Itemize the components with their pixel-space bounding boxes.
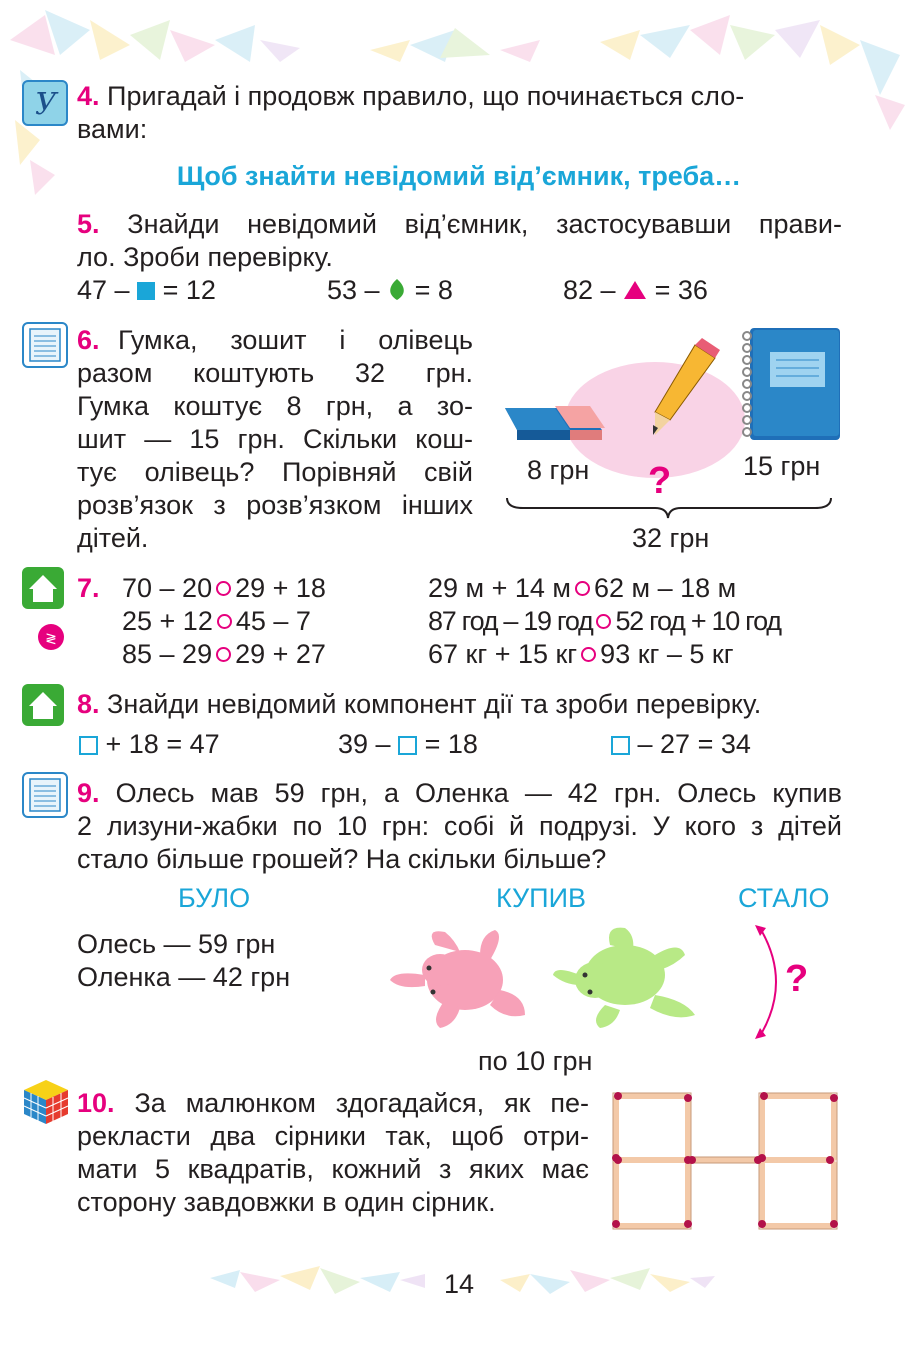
column-header-bought: КУПИВ — [496, 883, 587, 913]
blue-square-icon — [137, 282, 155, 300]
compare-circle[interactable] — [216, 647, 231, 662]
task-4-text: Пригадай і продовж правило, що починається сло- — [107, 81, 745, 111]
svg-text:У: У — [35, 87, 57, 122]
expr: 62 м – 18 м — [593, 573, 737, 603]
task-5-line2: ло. Зроби перевірку. — [77, 242, 333, 272]
task-4-line1 — [77, 80, 842, 113]
eq-text: = 18 — [424, 729, 478, 759]
expr: 45 – 7 — [235, 606, 311, 636]
eraser-price: 8 грн — [527, 455, 590, 485]
task-6-line-1: Гумка, зошит і олівець — [118, 325, 473, 355]
task-10-number: 10. — [77, 1088, 115, 1118]
task-5-number: 5. — [77, 209, 100, 239]
expr: 93 кг – 5 кг — [600, 639, 734, 669]
task-9-line-2: 2 лизуни-жабки по 10 грн: собі й подрузі. У кого з дітей — [77, 811, 842, 841]
compare-circle[interactable] — [216, 581, 231, 596]
expr: 85 – 29 — [122, 639, 213, 669]
eq1-left: 47 – — [77, 275, 130, 305]
task-6-line-2: разом коштують 32 грн. — [77, 358, 473, 388]
notebook-price: 15 грн — [743, 451, 821, 481]
eq2-right: = 8 — [414, 275, 453, 305]
oles-money: Олесь — 59 грн — [77, 929, 276, 959]
expr: 67 кг + 15 кг — [428, 639, 578, 669]
matchstick-puzzle — [608, 1088, 848, 1238]
eq3-left: 82 – — [563, 275, 616, 305]
task-7-number-label: 7. — [77, 573, 100, 603]
svg-text:≷: ≷ — [45, 631, 57, 647]
pencil-price-question: ? — [648, 460, 672, 502]
task-5-equation-1 — [77, 274, 216, 307]
task-4-rule: Щоб знайти невідомий від’ємник, треба… — [176, 161, 742, 191]
task-9-line-1 — [77, 777, 842, 810]
green-leaf-icon — [387, 278, 407, 302]
expr: 70 – 20 — [122, 573, 213, 603]
task-5-equation-2 — [327, 274, 453, 307]
home-task-icon — [22, 684, 64, 726]
green-frog-icon — [553, 928, 695, 1028]
task-10-line-1 — [77, 1087, 589, 1120]
task-8-equation-2 — [338, 728, 478, 761]
task-6-line-6: розв’язок з розв’язком інших — [77, 490, 473, 520]
task-5-line1 — [77, 208, 842, 241]
notebook-task-icon — [22, 322, 68, 368]
eq1-right: = 12 — [162, 275, 216, 305]
pink-triangle-icon — [623, 280, 647, 300]
task-7-left-row-3 — [122, 638, 326, 671]
task-10-line-4: сторону завдовжки в один сірник. — [77, 1187, 496, 1217]
task-6-line-3: Гумка коштує 8 грн, а зо- — [77, 391, 473, 421]
mental-math-icon — [36, 622, 66, 652]
expr: 25 + 12 — [122, 606, 213, 636]
task-10-line-2: рекласти два сірники так, щоб отри- — [77, 1121, 589, 1151]
task-4-number: 4. — [77, 81, 100, 111]
compare-circle[interactable] — [596, 614, 611, 629]
task-9-text: Олесь мав 59 грн, а Оленка — 42 грн. Олесь купив — [115, 778, 842, 808]
compare-circle[interactable] — [581, 647, 596, 662]
compare-circle[interactable] — [575, 581, 590, 596]
olenka-money: Оленка — 42 грн — [77, 962, 291, 992]
expr: 29 м + 14 м — [428, 573, 571, 603]
task-8-number: 8. — [77, 689, 100, 719]
answer-box[interactable] — [79, 736, 98, 755]
task-7-right-row-3 — [428, 638, 734, 671]
expr: 87 год – 19 год — [428, 606, 593, 636]
task-6-line-4: шит — 15 грн. Скільки кош- — [77, 424, 473, 454]
eq-text: – 27 = 34 — [637, 729, 751, 759]
answer-box[interactable] — [611, 736, 630, 755]
task-10-line-3: мати 5 квадратів, кожний з яких має — [77, 1154, 589, 1184]
handwriting-task-icon — [22, 80, 68, 126]
answer-box[interactable] — [398, 736, 417, 755]
eq2-left: 53 – — [327, 275, 380, 305]
expr: 52 год + 10 год — [615, 606, 781, 636]
rubiks-cube-icon — [22, 1078, 70, 1126]
eq3-right: = 36 — [654, 275, 708, 305]
task-6-number — [77, 324, 100, 357]
compare-circle[interactable] — [217, 614, 232, 629]
task-7-right-row-2 — [428, 605, 781, 638]
notebook-task-icon — [22, 772, 68, 818]
task-6-illustration — [495, 320, 855, 520]
column-header-was: БУЛО — [178, 883, 251, 913]
task-8-equation-3 — [611, 728, 751, 761]
task-5-equation-3 — [563, 274, 708, 307]
task-7-left-row-2 — [122, 605, 311, 638]
eq-text: + 18 = 47 — [105, 729, 220, 759]
task-4-line2: вами: — [77, 114, 148, 144]
eq-text: 39 – — [338, 729, 391, 759]
task-6-line-7: дітей. — [77, 523, 149, 553]
column-header-became: СТАЛО — [738, 883, 830, 913]
frog-toys — [385, 920, 705, 1040]
became-question: ? — [785, 958, 809, 1000]
task-6-line-5: тує олівець? Порівняй свій — [77, 457, 473, 487]
task-8-text: Знайди невідомий компонент дії та зроби перевірку. — [107, 689, 762, 719]
notebook-icon — [743, 328, 840, 440]
page-number: 14 — [443, 1269, 475, 1299]
task-7-number — [77, 572, 100, 605]
pink-frog-icon — [390, 930, 525, 1028]
task-6-number-label: 6. — [77, 325, 100, 355]
task-8-equation-1 — [79, 728, 220, 761]
task-8-line — [77, 688, 761, 721]
task-5-text: Знайди невідомий від’ємник, застосувавши прави- — [127, 209, 842, 239]
total-price: 32 грн — [632, 523, 710, 553]
each-price: по 10 грн — [478, 1046, 593, 1076]
task-7-left-row-1 — [122, 572, 326, 605]
expr: 29 + 27 — [235, 639, 326, 669]
task-9-number: 9. — [77, 778, 100, 808]
task-7-right-row-1 — [428, 572, 736, 605]
expr: 29 + 18 — [235, 573, 326, 603]
home-task-icon — [22, 567, 64, 609]
task-10-text: За малюнком здогадайся, як пе- — [134, 1088, 589, 1118]
task-9-line-3: стало більше грошей? На скільки більше? — [77, 844, 607, 874]
eraser-icon — [505, 406, 605, 440]
